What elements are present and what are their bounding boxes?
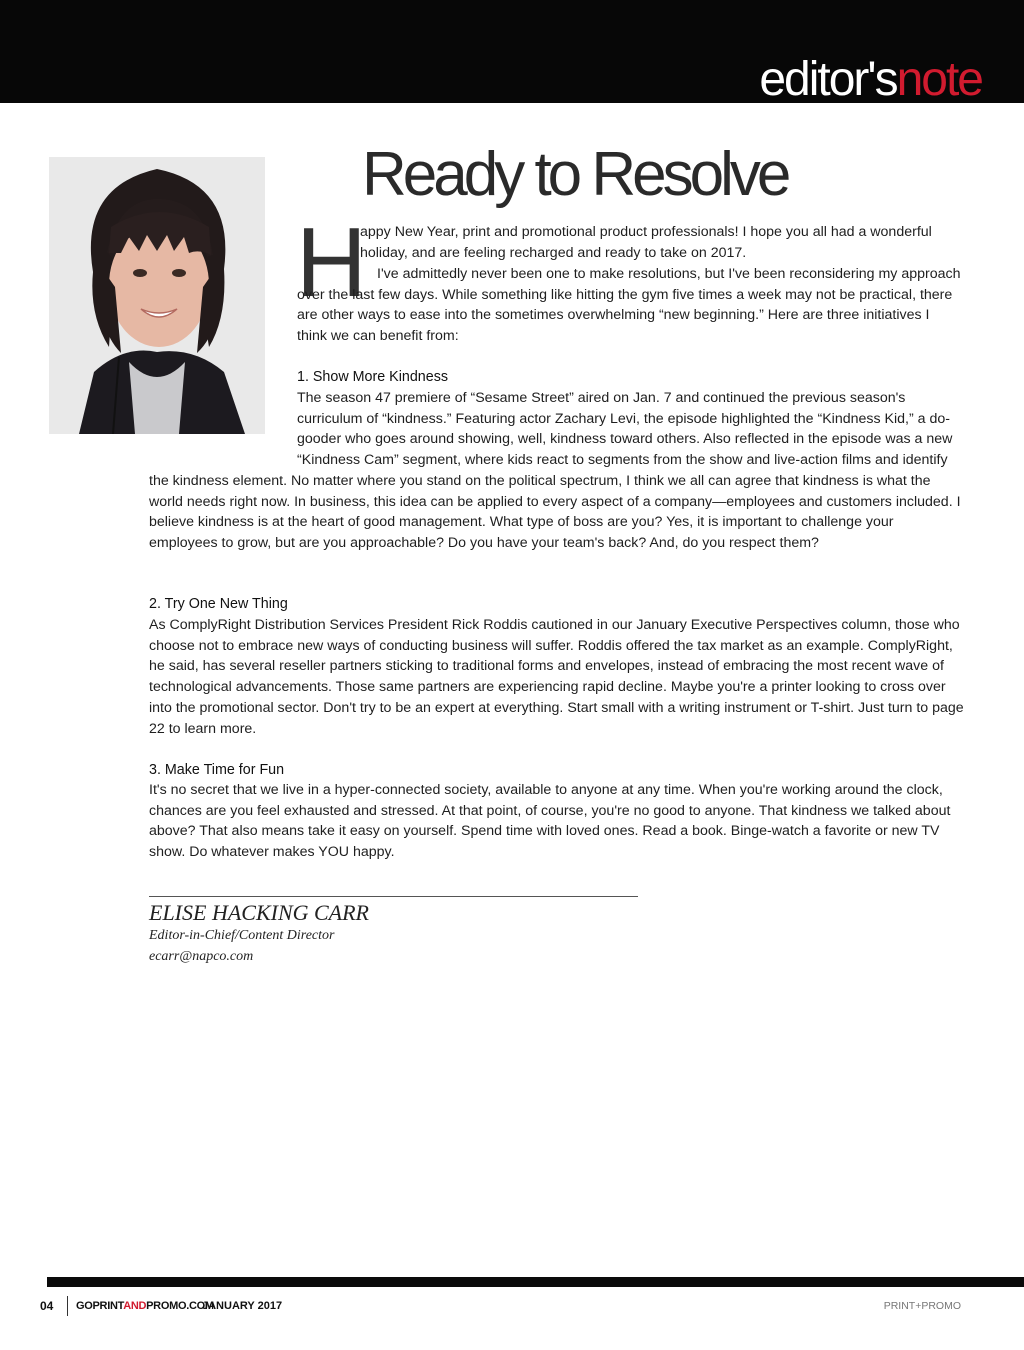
drop-cap: H [296, 207, 367, 317]
footer-website-part2: AND [123, 1300, 147, 1312]
section-heading-1: 1. Show More Kindness [297, 369, 448, 385]
section-body-1-text: The season 47 premiere of “Sesame Street” aired on Jan. 7 and continued the previous season's curriculum of “kindness.” Featuring actor Zachary Levi, the episode highlighted the “Kindness Kid,” a do-gooder who goes around showing, well, kindness toward others. Also reflected in the episode was a new “Kindness Cam” segment, where kids react to segments from the show and live-action films and identify the kindness element. No matter where you stand on the political spectrum, I think we all can agree that kindness is what the world needs right now. In business, this idea can be applied to every aspect of a company—employees and customers included. I believe kindness is at the heart of good management. What type of boss are you? Yes, it is important to challenge your employees to grow, but are you approachable? Do you have your team's back? And, do you respect them? [149, 390, 961, 551]
section-title-word1: editor's [759, 53, 897, 106]
section-heading-2: 2. Try One New Thing [149, 596, 288, 612]
section-heading-3: 3. Make Time for Fun [149, 762, 285, 778]
issue-date: JANUARY 2017 [202, 1300, 283, 1312]
section-title [759, 52, 982, 108]
section-body-2: As ComplyRight Distribution Services President Rick Roddis cautioned in our January Executive Perspectives column, those who choose not to embrace new ways of conducting business will suffer. Roddis offered the tax market as an example. ComplyRight, he said, has several reseller partners sticking to traditional forms and envelopes, instead of embracing the most recent wave of technological advancements. Those same partners are experiencing rapid decline. Maybe you're a printer looking to cross over into the promotional sector. Don't try to be an expert at everything. Start small with a writing instrument or T-shirt. Just turn to page 22 to learn more. [149, 617, 964, 737]
footer-website-part1: GOPRINT [76, 1300, 124, 1312]
author-email: ecarr@napco.com [149, 949, 254, 964]
article-headline: Ready to Resolve [362, 140, 788, 209]
page-number: 04 [40, 1299, 54, 1313]
author-title: Editor-in-Chief/Content Director [149, 928, 335, 943]
section-body-1 [149, 388, 965, 554]
lead-paragraph-2: I've admittedly never been one to make resolutions, but I've been reconsidering my approach over the last few days. While something like hitting the gym five times a week may not be practical, there are other ways to ease into the sometimes overwhelming “new beginning.” Here are three initiatives I think we can benefit from: [297, 266, 961, 345]
footer-bar [47, 1277, 1024, 1287]
footer-website-part3: PROMO.COM [146, 1300, 214, 1312]
photo-wrap-spacer [149, 388, 297, 460]
author-name: ELISE HACKING CARR [149, 900, 369, 925]
footer-separator [67, 1296, 68, 1316]
footer-website [76, 1299, 214, 1313]
lead-paragraph-1: appy New Year, print and promotional product professionals! I hope you all had a wonderful holiday, and are feeling recharged and ready to take on 2017. [360, 224, 932, 261]
footer-brand: PRINT+PROMO [883, 1300, 961, 1312]
signature-divider [149, 896, 638, 897]
section-title-word2: note [896, 53, 982, 106]
section-body-3: It's no secret that we live in a hyper-connected society, available to anyone at any time. When you're working around the clock, chances are you feel exhausted and stressed. At that point, of course, you're no good to anyone. That kindness we talked about above? That also means take it easy on yourself. Spend time with loved ones. Read a book. Binge-watch a favorite or new TV show. Do whatever makes YOU happy. [149, 782, 951, 861]
